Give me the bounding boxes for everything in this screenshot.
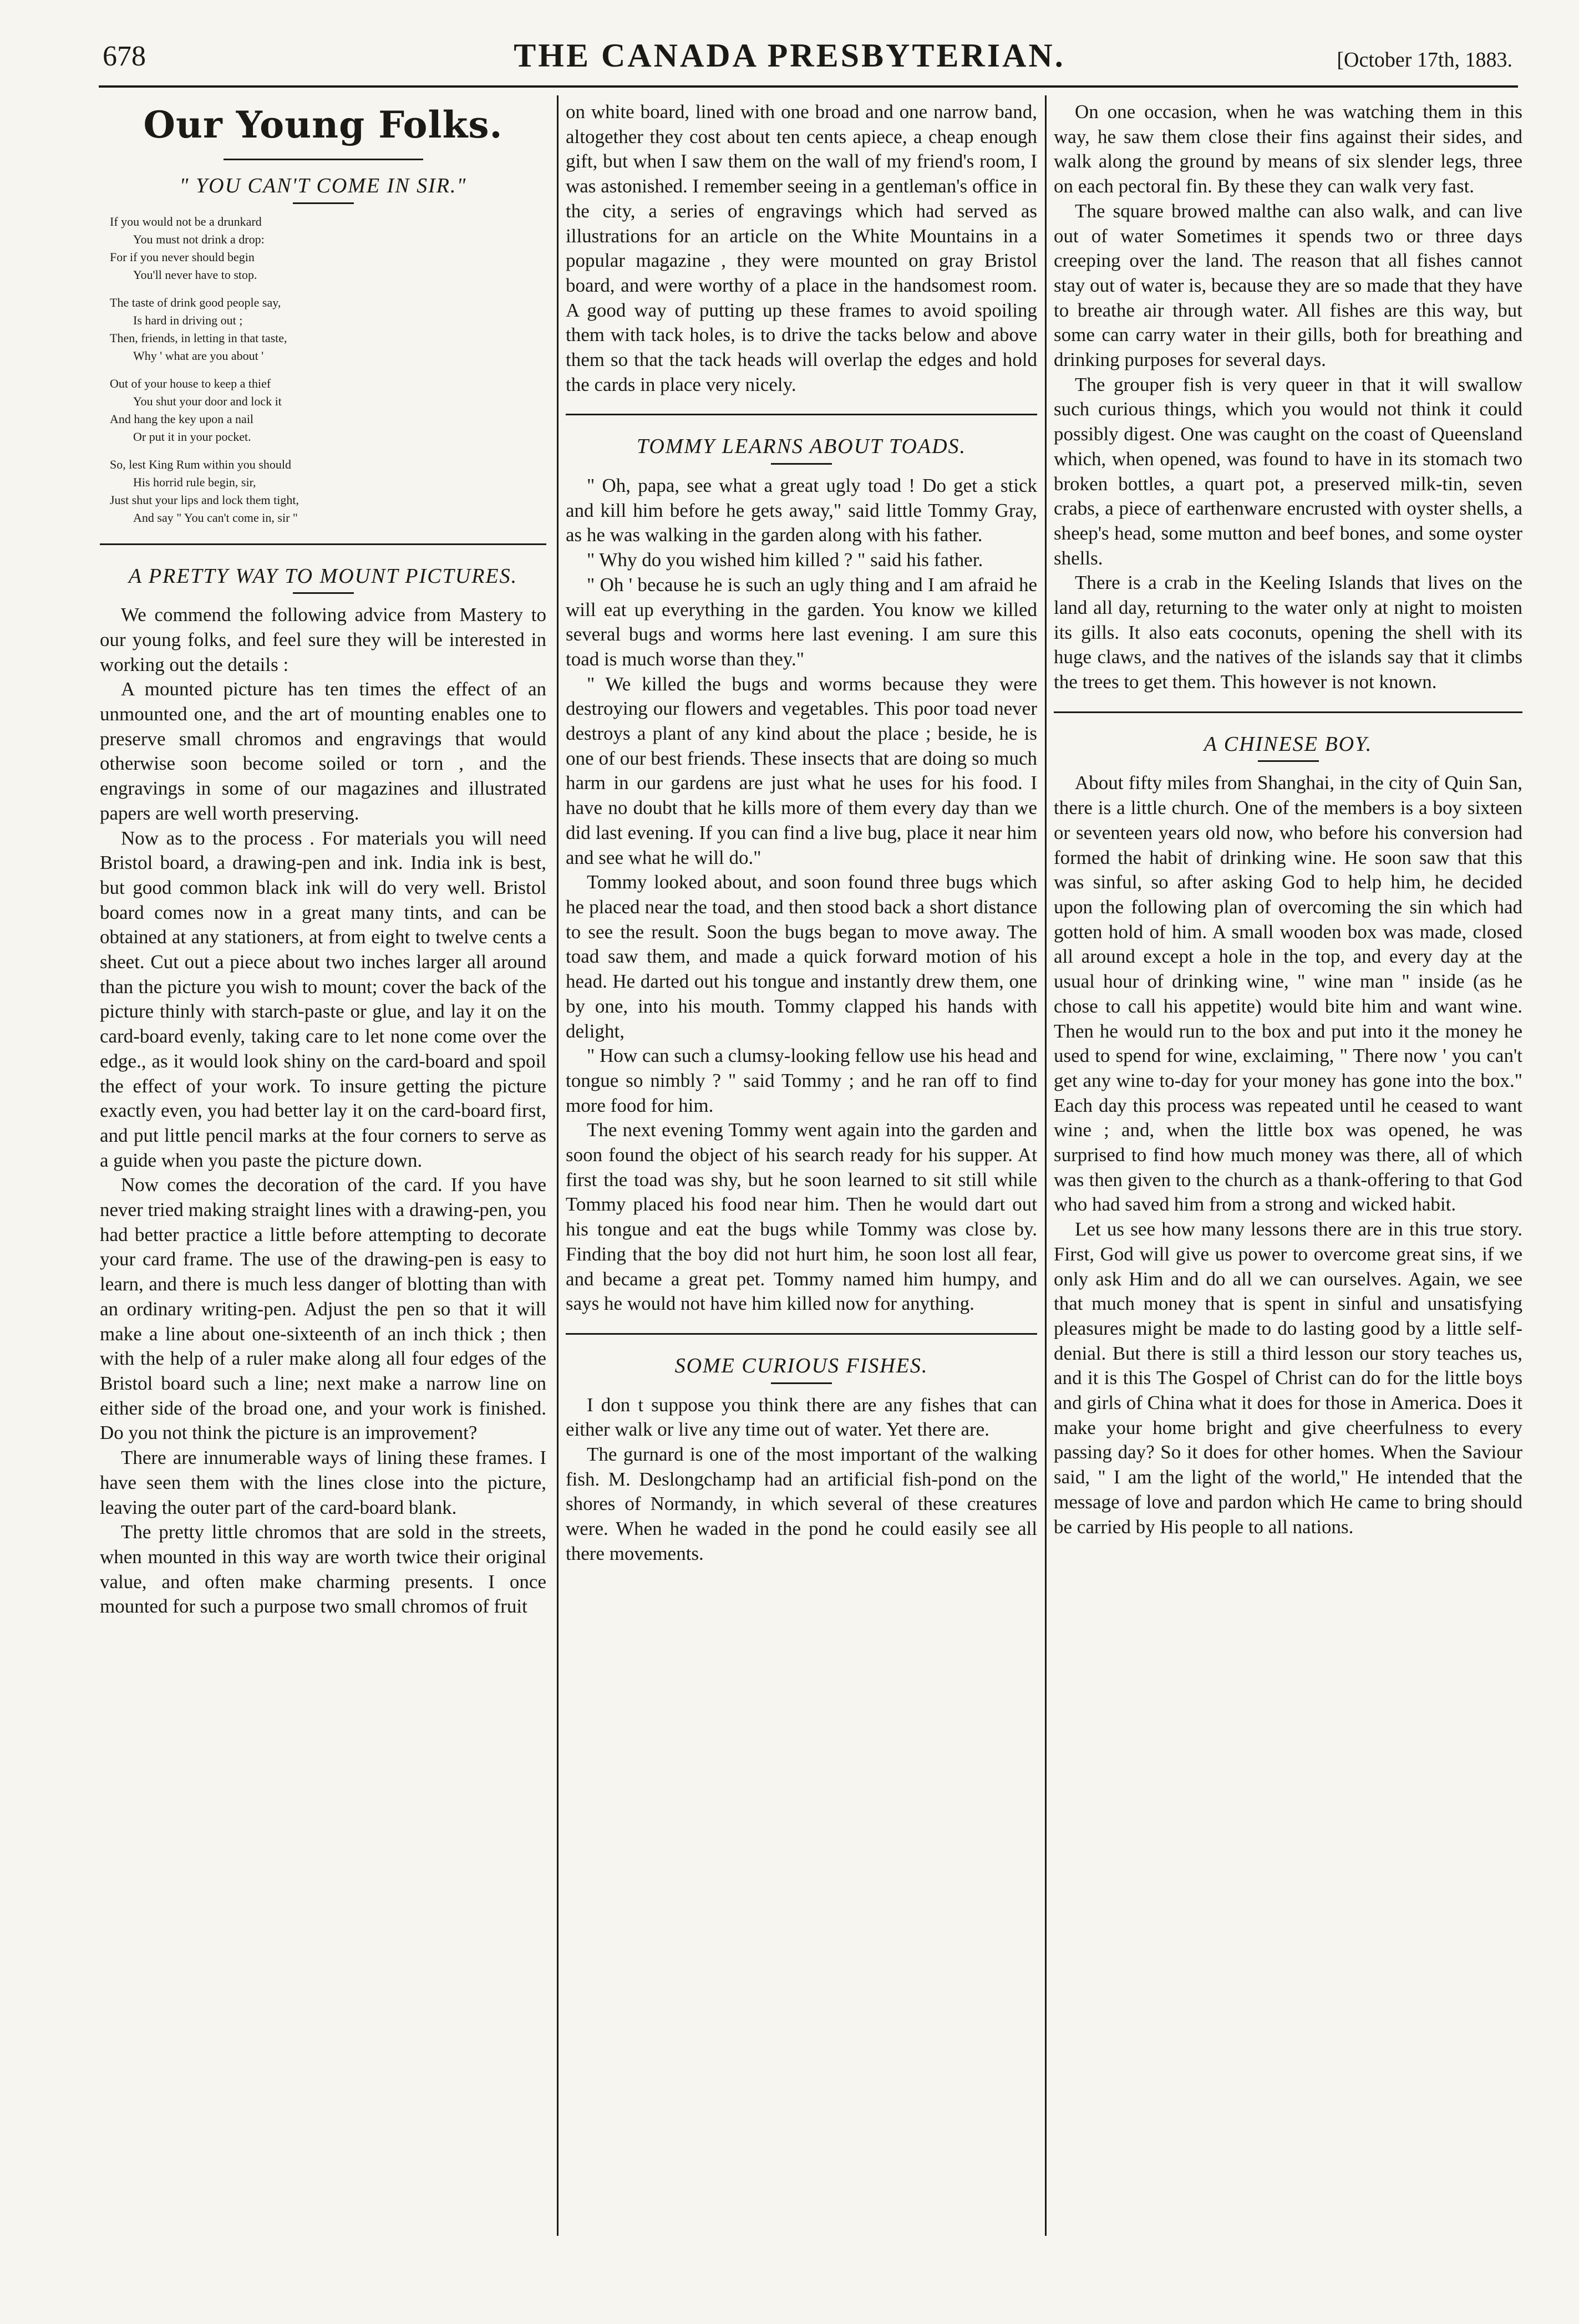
poem-line: His horrid rule begin, sir, [133,475,256,489]
poem-title: " YOU CAN'T COME IN SIR." [179,174,467,197]
poem-line: You must not drink a drop: [133,232,265,246]
paragraph: I don t suppose you think there are any fishes that can either walk or live any time out of water. Yet there are. [566,1394,1037,1441]
poem-stanza [110,294,546,365]
section-masthead: Our Young Folks. [143,103,503,146]
page-number: 678 [103,40,146,72]
publication-masthead: THE CANADA PRESBYTERIAN. [514,37,1065,74]
paragraph: The next evening Tommy went again into the garden and soon found the object of his search ready for his supper. At first the toad was shy, but he soon learned to sit still while Tommy placed his food near him. Then he would dart out his tongue and eat the bugs while Tommy was close by. Finding that the boy did not hurt him, he soon lost all fear, and became a great pet. Tommy named him humpy, and says he would not have him killed now for anything. [566,1119,1037,1315]
paragraph: The gurnard is one of the most important of the walking fish. M. Deslongchamp had an artificial fish-pond on the shores of Normandy, in which several of these creatures were. When he waded in the pond he could easily see all there movements. [566,1443,1037,1564]
poem-line: And say " You can't come in, sir " [133,510,298,525]
title-rule [771,1382,832,1384]
paragraph: " Oh, papa, see what a great ugly toad ! Do get a stick and kill him before he gets away," said little Tommy Gray, as he was walking in the garden along with his father. [566,475,1037,546]
column-divider [557,95,559,2236]
paragraph: Now comes the decoration of the card. If you have never tried making straight lines with a drawing-pen, you had better practice a little before attempting to decorate your card frame. The use of the drawing-pen is easy to learn, and there is much less danger of blotting than with an ordinary writing-pen. Adjust the pen so that it will make a line about one-sixteenth of an inch thick ; then with the help of a ruler make along all four edges of the Bristol board such a line; next make a narrow line on either side of the broad one, and your work is finished. Do you not think the picture is an improvement? [100,1174,546,1444]
paragraph: " Oh ' because he is such an ugly thing and I am afraid he will eat up everything in the garden. You know we killed several bugs and worms here last evening. I am sure this toad is much worse than they." [566,573,1037,670]
header-rule [99,85,1518,88]
section-rule [100,543,546,545]
paragraph: " Why do you wished him killed ? " said his father. [587,549,983,571]
poem-line: The taste of drink good people say, [110,295,281,309]
paragraph: The square browed malthe can also walk, and can live out of water Sometimes it spends two or three days creeping over the land. The reason that all fishes cannot stay out of water is, because they are so made that they have to breathe air through water. All fishes are this way, but some can carry water in their gills, both for breathing and drinking purposes for several days. [1054,200,1522,371]
poem-line: If you would not be a drunkard [110,214,262,228]
column-divider [1045,95,1047,2236]
poem-line: Why ' what are you about ' [133,348,264,363]
paragraph: " How can such a clumsy-looking fellow use his head and tongue so nimbly ? " said Tommy ; and he ran off to find more food for him. [566,1045,1037,1116]
article-title: TOMMY LEARNS ABOUT TOADS. [636,435,967,459]
paragraph: There is a crab in the Keeling Islands that lives on the land all day, returning to the water only at night to moisten its gills. It also eats coconuts, opening the shell with its huge claws, and the natives of the islands say that it climbs the trees to get them. This however is not known. [1054,572,1522,693]
poem-line: And hang the key upon a nail [110,411,254,426]
column-2 [566,100,1037,2246]
paragraph: A mounted picture has ten times the effect of an unmounted one, and the art of mounting enables one to preserve small chromos and engravings that would otherwise soon become soiled or torn , and the engravings in some of our magazines and illustrated papers are well worth preserving. [100,678,546,824]
poem-line: So, lest King Rum within you should [110,457,291,471]
poem-line: Then, friends, in letting in that taste, [110,330,287,345]
poem-line: You shut your door and lock it [133,394,282,408]
paragraph: Tommy looked about, and soon found three bugs which he placed near the toad, and then stood back a short distance to see the result. Soon the bugs began to move away. The toad saw them, and made a quick forward motion of his head. He darted out his tongue and instantly drew them, one by one, into his mouth. Tommy clapped his hands with delight, [566,871,1037,1042]
column-3 [1054,100,1522,2224]
paragraph: About fifty miles from Shanghai, in the city of Quin San, there is a little church. One of the members is a boy sixteen or seventeen years old now, who before his conversion had formed the habit of drinking wine. He soon saw that this was sinful, so after asking God to help him, he decided upon the following plan of overcoming the sin which had gotten hold of him. A small wooden box was made, closed all around except a hole in the top, and every day at the usual hour of drinking wine, " wine man " inside (as he chose to call his appetite) would bite him and want wine. Then he would run to the box and put into it the money he used to spend for wine, exclaiming, " There now ' you can't get any wine to-day for your money has gone into the box." Each day this process was repeated until he ceased to want wine ; and, when the little box was opened, he was surprised to find how much money was there, all of which was then given to the church as a thank-offering to that God who had saved him from a strong and wicked habit. [1054,772,1522,1216]
poem-line: For if you never should begin [110,250,255,264]
title-rule [1258,760,1319,762]
page-header [0,0,1579,89]
poem-stanza [110,213,546,284]
title-rule [771,463,832,465]
poem [100,213,546,527]
paragraph: on white board, lined with one broad and one narrow band, altogether they cost about ten cents apiece, a cheap enough gift, but when I saw them on the wall of my friend's room, I was astonished. I remember seeing in a gentleman's office in the city, a series of engravings which had served as illustrations for an article on the White Mountains in a popular magazine , they were mounted on gray Bristol board, and were worthy of a place in the handsomest room. A good way of putting up these frames to avoid spoiling them with tack holes, is to drive the tacks below and above them so that the tack heads will overlap the edges and hold the cards in place very nicely. [566,101,1037,395]
poem-line: Is hard in driving out ; [133,313,243,327]
paragraph: Now as to the process . For materials you will need Bristol board, a drawing-pen and ink. India ink is best, but good common black ink will do very well. Bristol board comes now in a great many tints, and can be obtained at any stationers, at from eight to twelve cents a sheet. Cut out a piece about two inches larger all around than the picture you wish to mount; cover the back of the picture thinly with starch-paste or glue, and lay it on the card-board evenly, taking care to let none come over the edge., as it would look shiny on the card-board and spoil the effect of your work. To insure getting the picture exactly even, you had better lay it on the card-board first, and put little pencil marks at the four corners to serve as a guide when you paste the picture down. [100,827,546,1171]
poem-stanza [110,456,546,527]
column-1 [100,100,546,2232]
paragraph: On one occasion, when he was watching them in this way, he saw them close their fins against their sides, and walk along the ground by means of six slender legs, three on each pectoral fin. By these they can walk very fast. [1054,101,1522,197]
article-title: A CHINESE BOY. [1204,732,1373,756]
poem-line: You'll never have to stop. [133,267,257,282]
issue-date: [October 17th, 1883. [1337,48,1512,72]
section-rule [566,1333,1037,1335]
title-rule [293,592,354,594]
article-title: SOME CURIOUS FISHES. [674,1354,928,1377]
poem-line: Just shut your lips and lock them tight, [110,492,299,507]
section-rule [224,159,423,160]
article-title: A PRETTY WAY TO MOUNT PICTURES. [128,564,518,588]
section-rule [566,414,1037,415]
poem-line: Or put it in your pocket. [133,429,251,444]
paragraph: " We killed the bugs and worms because they were destroying our flowers and vegetables. This poor toad never destroys a plant of any kind about the place ; beside, he is one of our best friends. These insects that are doing so much harm in our gardens are just what he uses for his food. I have no doubt that he kills more of them every day than we did last evening. If you can find a live bug, place it near him and see what he will do." [566,673,1037,868]
paragraph: The grouper fish is very queer in that it will swallow such curious things, which you would not think it could possibly digest. One was caught on the coast of Queensland which, when opened, was found to have in its stomach two broken bottles, a quart pot, a preserved milk-tin, seven crabs, a piece of earthenware encrusted with oyster shells, a sheep's head, some mutton and beef bones, and some oyster shells. [1054,373,1522,569]
paragraph: The pretty little chromos that are sold in the streets, when mounted in this way are worth twice their original value, and often make charming presents. I once mounted for such a purpose two small chromos of fruit [100,1521,546,1618]
title-rule [293,202,354,204]
poem-line: Out of your house to keep a thief [110,376,271,390]
poem-stanza [110,375,546,446]
paragraph: Let us see how many lessons there are in this true story. First, God will give us power to overcome great sins, if we only ask Him and do all we can ourselves. Again, we see that much money that is spent in sinful and unsatisfying pleasures might be made to do lasting good by a little self-denial. But there is still a third lesson our story teaches us, and it is this The Gospel of Christ can do for the little boys and girls of China what it does for those in America. Does it make your home bright and give cheerfulness to every passing day? So it does for other homes. When the Saviour said, " I am the light of the world," He intended that the message of love and pardon which He came to bring should be carried by His people to all nations. [1054,1218,1522,1538]
paragraph: We commend the following advice from Mastery to our young folks, and feel sure they will be interested in working out the details : [100,604,546,675]
section-rule [1054,711,1522,713]
paragraph: There are innumerable ways of lining these frames. I have seen them with the lines close into the picture, leaving the outer part of the card-board blank. [100,1447,546,1518]
